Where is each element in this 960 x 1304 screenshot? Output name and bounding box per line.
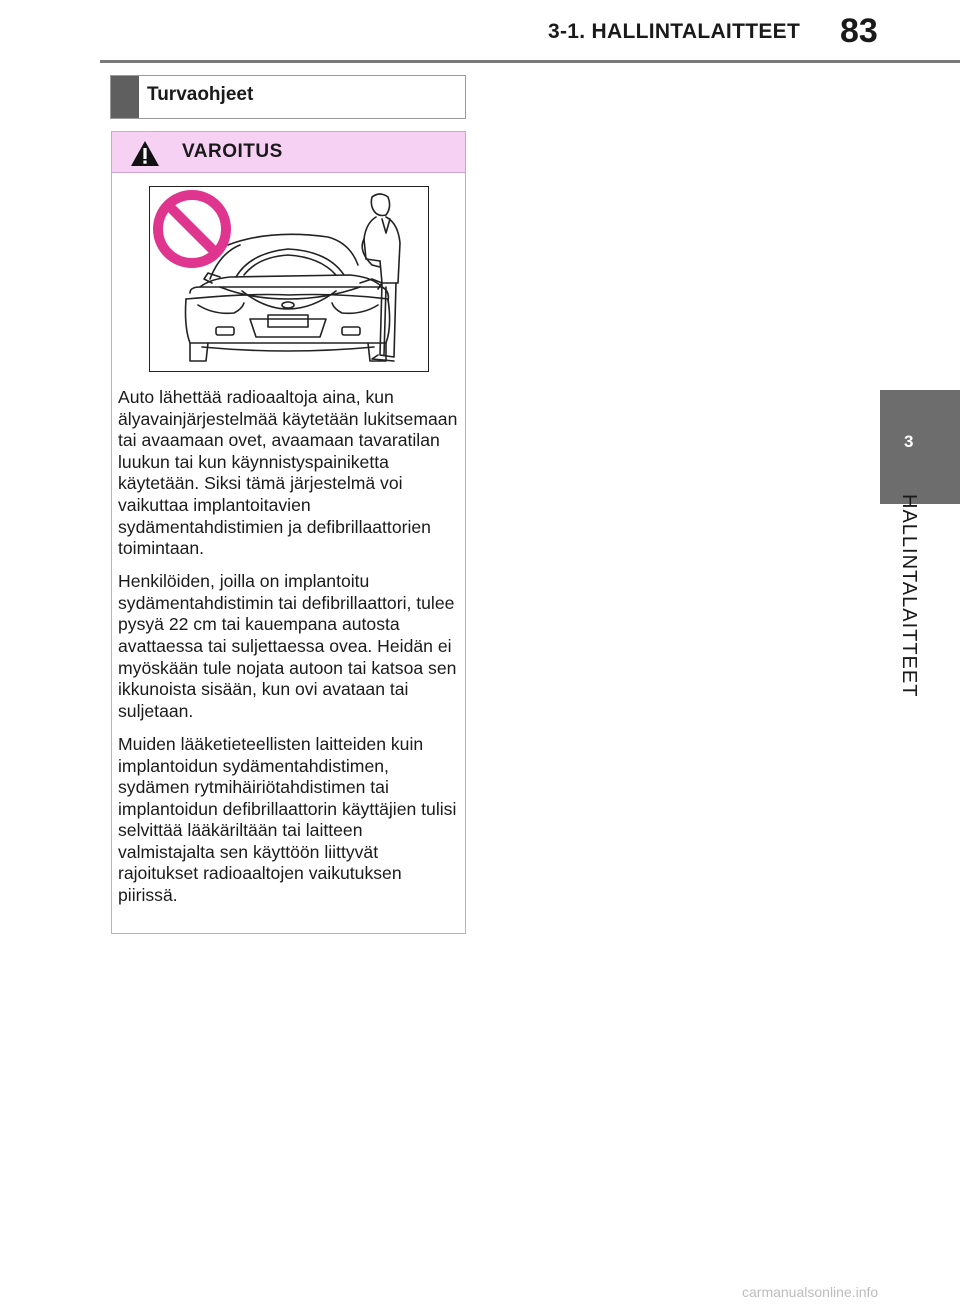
section-heading-bar (111, 76, 139, 118)
warning-paragraph: Auto lähettää radioaaltoja aina, kun älyavainjärjestelmää käytetään lukitsemaan tai avaamaan ovet, avaamaan tavaratilan luukun tai kun käynnistyspainiketta käytetään. Siksi tämä järjestelmä voi vaikuttaa implantoitavien sydämentahdistimien ja defibrillaattorien toimintaan. (118, 387, 458, 559)
header-divider (100, 60, 960, 63)
watermark: carmanualsonline.info (742, 1284, 879, 1300)
chapter-label: HALLINTALAITTEET (898, 494, 920, 698)
page-number: 83 (840, 12, 878, 50)
section-heading (110, 75, 466, 119)
warning-label: VAROITUS (182, 141, 283, 162)
chapter-tab (880, 390, 960, 504)
warning-paragraph: Muiden lääketieteellisten laitteiden kuin implantoidun sydämentahdistimen, sydämen rytmihäiriötahdistimen tai implantoidun defibrillaattorin käyttäjien tulisi selvittää lääkäriltään tai laitteen valmistajalta sen käyttöön liittyvät rajoitukset radioaaltojen vaikutuksen piirissä. (118, 733, 457, 906)
section-title: Turvaohjeet (147, 84, 254, 105)
warning-box (111, 131, 466, 934)
running-header: 3-1. HALLINTALAITTEET (548, 20, 801, 43)
prohibition-sign-icon (158, 195, 226, 263)
warning-body (118, 387, 458, 918)
warning-paragraph: Henkilöiden, joilla on implantoitu sydämentahdistimin tai defibrillaattori, tulee pysyä 22 cm tai kauempana autosta avattaessa tai suljettaessa ovea. Heidän ei myöskään tule nojata autoon tai katsoa sen ikkunoista sisään, kun ovi avataan tai suljetaan. (118, 571, 457, 721)
warning-illustration (149, 186, 429, 372)
car-person-illustration (150, 187, 428, 371)
warning-header (112, 132, 465, 173)
chapter-number: 3 (904, 432, 914, 451)
warning-triangle-icon (130, 140, 160, 167)
